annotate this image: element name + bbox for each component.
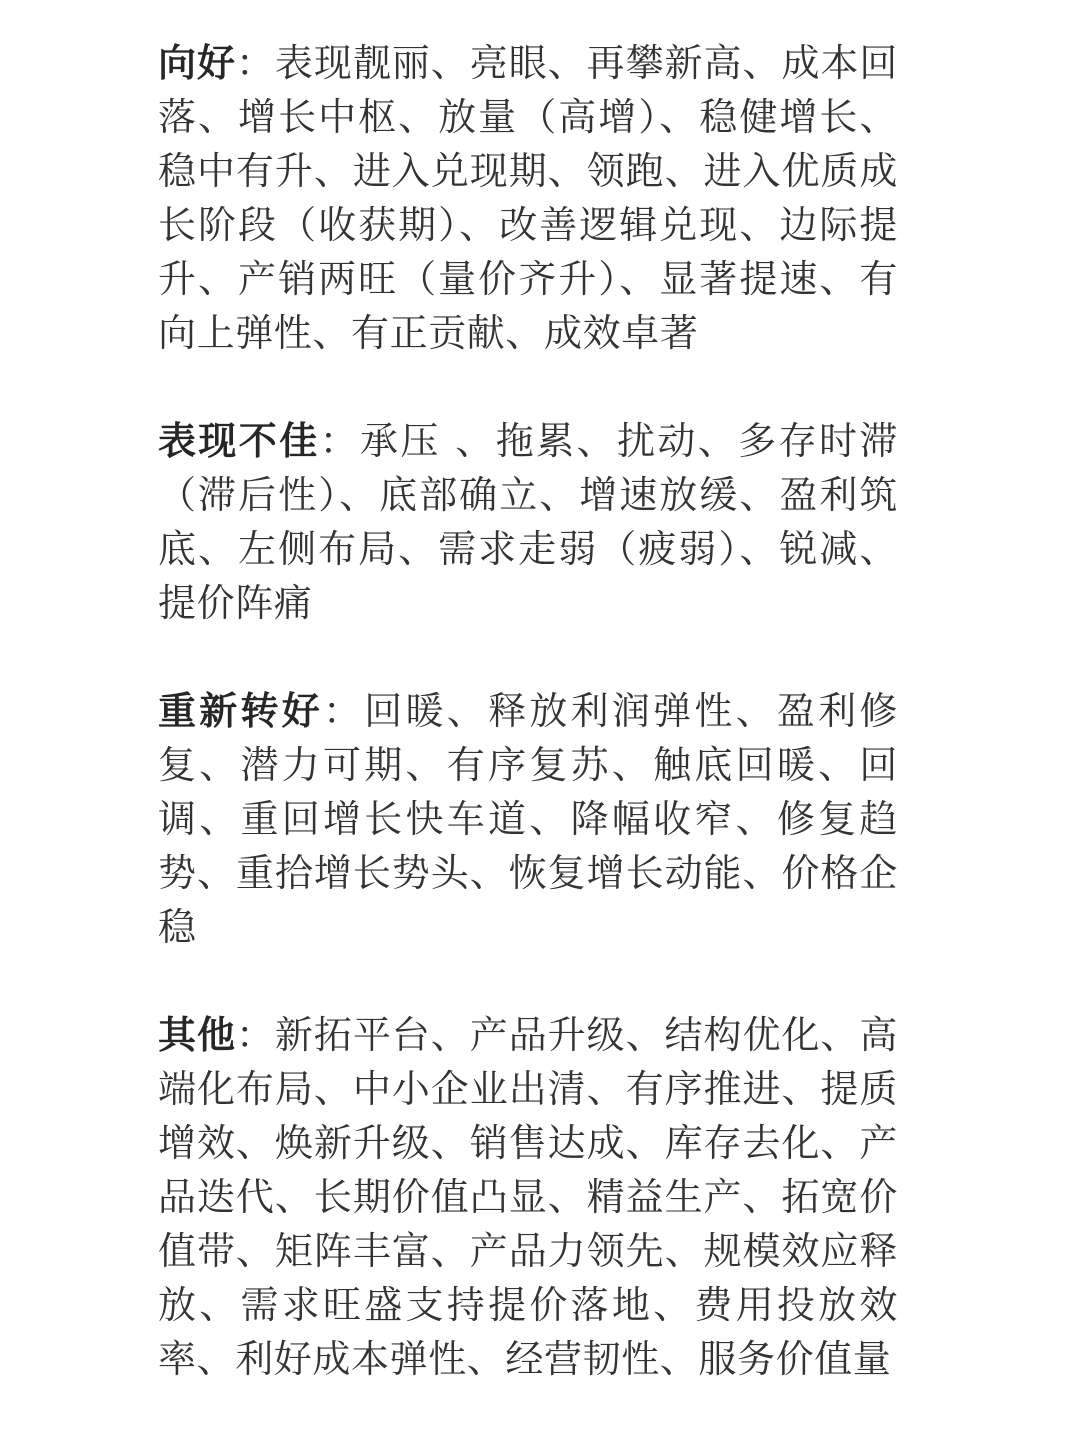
section-text: 表现靓丽、亮眼、再攀新高、成本回落、增长中枢、放量（高增）、稳健增长、稳中有升、进入兑现期、领跑、进入优质成长阶段（收获期）、改善逻辑兑现、边际提升、产销两旺（量价齐升）、显著提速、有向上弹性、有正贡献、成效卓著 — [158, 41, 898, 355]
paragraph-gap — [158, 954, 898, 1008]
text-column — [158, 36, 898, 1386]
section-recovering — [158, 684, 898, 954]
section-colon: ： — [323, 689, 365, 733]
section-poor-performance — [158, 414, 898, 630]
section-colon: ： — [319, 419, 361, 463]
section-text: 新拓平台、产品升级、结构优化、高端化布局、中小企业出清、有序推进、提质增效、焕新升级、销售达成、库存去化、产品迭代、长期价值凸显、精益生产、拓宽价值带、矩阵丰富、产品力领先、规模效应释放、需求旺盛支持提价落地、费用投放效率、利好成本弹性、经营韧性、服务价值量 — [158, 1013, 898, 1381]
section-label: 向好 — [158, 41, 236, 85]
section-text: 回暖、释放利润弹性、盈利修复、潜力可期、有序复苏、触底回暖、回调、重回增长快车道、降幅收窄、修复趋势、重拾增长势头、恢复增长动能、价格企稳 — [158, 689, 898, 949]
paragraph-gap — [158, 360, 898, 414]
paragraph-gap — [158, 630, 898, 684]
section-label: 重新转好 — [158, 689, 324, 733]
section-other — [158, 1008, 898, 1386]
section-improving — [158, 36, 898, 360]
section-label: 其他 — [158, 1013, 236, 1057]
section-text: 承压 、拖累、扰动、多存时滞（滞后性）、底部确立、增速放缓、盈利筑底、左侧布局、需求走弱（疲弱）、锐减、提价阵痛 — [158, 419, 898, 625]
section-label: 表现不佳 — [158, 419, 320, 463]
section-colon: ： — [235, 41, 275, 85]
section-colon: ： — [235, 1013, 275, 1057]
